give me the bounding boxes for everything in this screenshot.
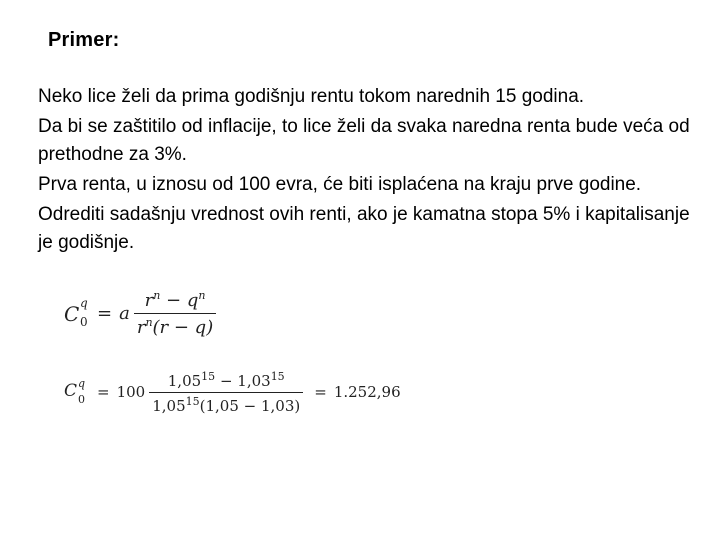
general-formula xyxy=(64,283,220,343)
problem-text-line-3: Prva renta, u iznosu od 100 evra, će biti isplaćena na kraju prve godine. xyxy=(38,174,642,195)
symbol-base: C xyxy=(64,381,78,401)
numerator: $1,05^{15} - 1,03^{15}$ xyxy=(167,369,285,390)
coefficient: a xyxy=(119,302,130,324)
symbol-superscript: q xyxy=(78,377,86,390)
slide-heading: Primer: xyxy=(48,29,120,51)
numerator: $r^n - q^n$ xyxy=(144,288,206,311)
denominator: $r^n(r - q)$ xyxy=(136,315,214,338)
symbol-base: C xyxy=(64,302,80,326)
present-value-symbol xyxy=(64,377,90,407)
coefficient: 100 xyxy=(116,383,146,401)
equals-sign: = xyxy=(97,383,110,401)
numeric-formula xyxy=(64,364,401,420)
result-value: 1.252,96 xyxy=(333,383,401,401)
symbol-superscript: q xyxy=(80,296,88,310)
problem-text-line-2: Da bi se zaštitilo od inflacije, to lice želi da svaka naredna renta bude veća od prethodne za 3%. xyxy=(38,116,690,165)
fraction-bar xyxy=(149,392,303,393)
equals-sign: = xyxy=(97,302,113,324)
present-value-symbol xyxy=(64,298,90,328)
symbol-subscript: 0 xyxy=(78,393,85,406)
fraction-bar xyxy=(134,313,216,314)
problem-text-line-4: Odrediti sadašnju vrednost ovih renti, ako je kamatna stopa 5% i kapitalisanje je godišnje. xyxy=(38,204,690,253)
fraction xyxy=(149,370,303,415)
fraction xyxy=(134,289,216,338)
symbol-subscript: 0 xyxy=(80,315,88,329)
equals-sign-2: = xyxy=(314,383,327,401)
problem-text-line-1: Neko lice želi da prima godišnju rentu tokom narednih 15 godina. xyxy=(38,86,585,107)
denominator: $1,05^{15}(1,05 - 1,03)$ xyxy=(152,394,301,415)
